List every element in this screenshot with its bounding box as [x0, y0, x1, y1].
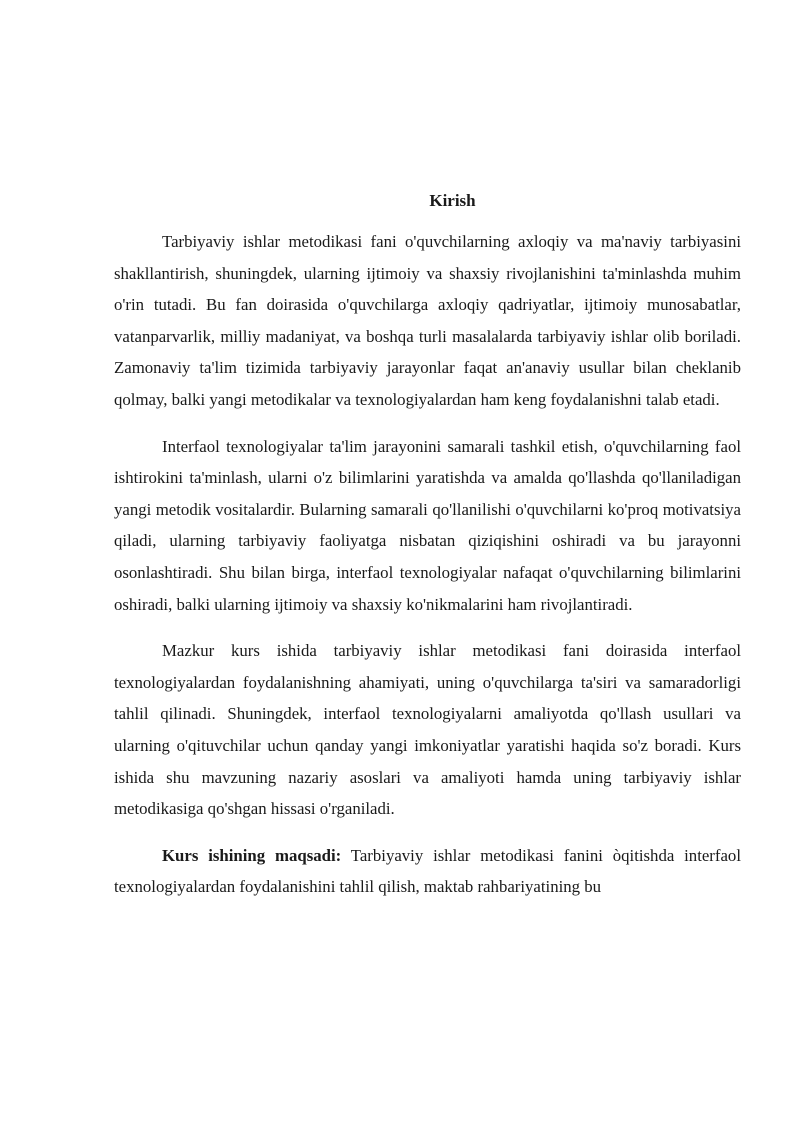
paragraph-3: Mazkur kurs ishida tarbiyaviy ishlar metodikasi fani doirasida interfaol texnologiyalardan foydalanishning ahamiyati, uning o'quvchilarga ta'siri va samaradorligi tahlil qilinadi. Shuningdek, interfaol texnologiyalarni amaliyotda qo'llash usullari va ularning o'qituvchilar uchun qanday yangi imkoniyatlar yaratishi haqida so'z boradi. Kurs ishida shu mavzuning nazariy asoslari va amaliyoti hamda uning tarbiyaviy ishlar metodikasiga qo'shgan hissasi o'rganiladi. — [114, 641, 741, 819]
section-title: Kirish — [429, 191, 476, 210]
goal-paragraph — [114, 840, 741, 903]
goal-text: Tarbiyaviy ishlar metodikasi fanini òqitishda interfaol texnologiyalardan foydalanishini tahlil qilish, maktab rahbariyatining bu — [114, 845, 741, 897]
paragraph-1: Tarbiyaviy ishlar metodikasi fani o'quvchilarning axloqiy va ma'naviy tarbiyasini shakllantirish, shuningdek, ularning ijtimoiy va shaxsiy rivojlanishini ta'minlashda muhim o'rin tutadi. Bu fan doirasida o'quvchilarga axloqiy qadriyatlar, ijtimoiy munosabatlar, vatanparvarlik, milliy madaniyat, va boshqa turli masalalarda tarbiyaviy ishlar olib boriladi. Zamonaviy ta'lim tizimida tarbiyaviy jarayonlar faqat an'anaviy usullar bilan cheklanib qolmay, balki yangi metodikalar va texnologiyalardan ham keng foydalanishni talab etadi. — [114, 232, 741, 409]
document-body — [114, 186, 741, 918]
paragraph-2: Interfaol texnologiyalar ta'lim jarayonini samarali tashkil etish, o'quvchilarning faol ishtirokini ta'minlash, ularni o'z bilimlarini yaratishda va amalda qo'llashda qo'llaniladigan yangi metodik vositalardir. Bularning samarali qo'llanilishi o'quvchilarni ko'proq motivatsiya qiladi, ularning tarbiyaviy faoliyatga nisbatan qiziqishini oshiradi va bu jarayonni osonlashtiradi. Shu bilan birga, interfaol texnologiyalar nafaqat o'quvchilarning bilimlarini oshiradi, balki ularning ijtimoiy va shaxsiy ko'nikmalarini ham rivojlantiradi. — [114, 436, 741, 614]
goal-label: Kurs ishining maqsadi: — [162, 845, 342, 865]
